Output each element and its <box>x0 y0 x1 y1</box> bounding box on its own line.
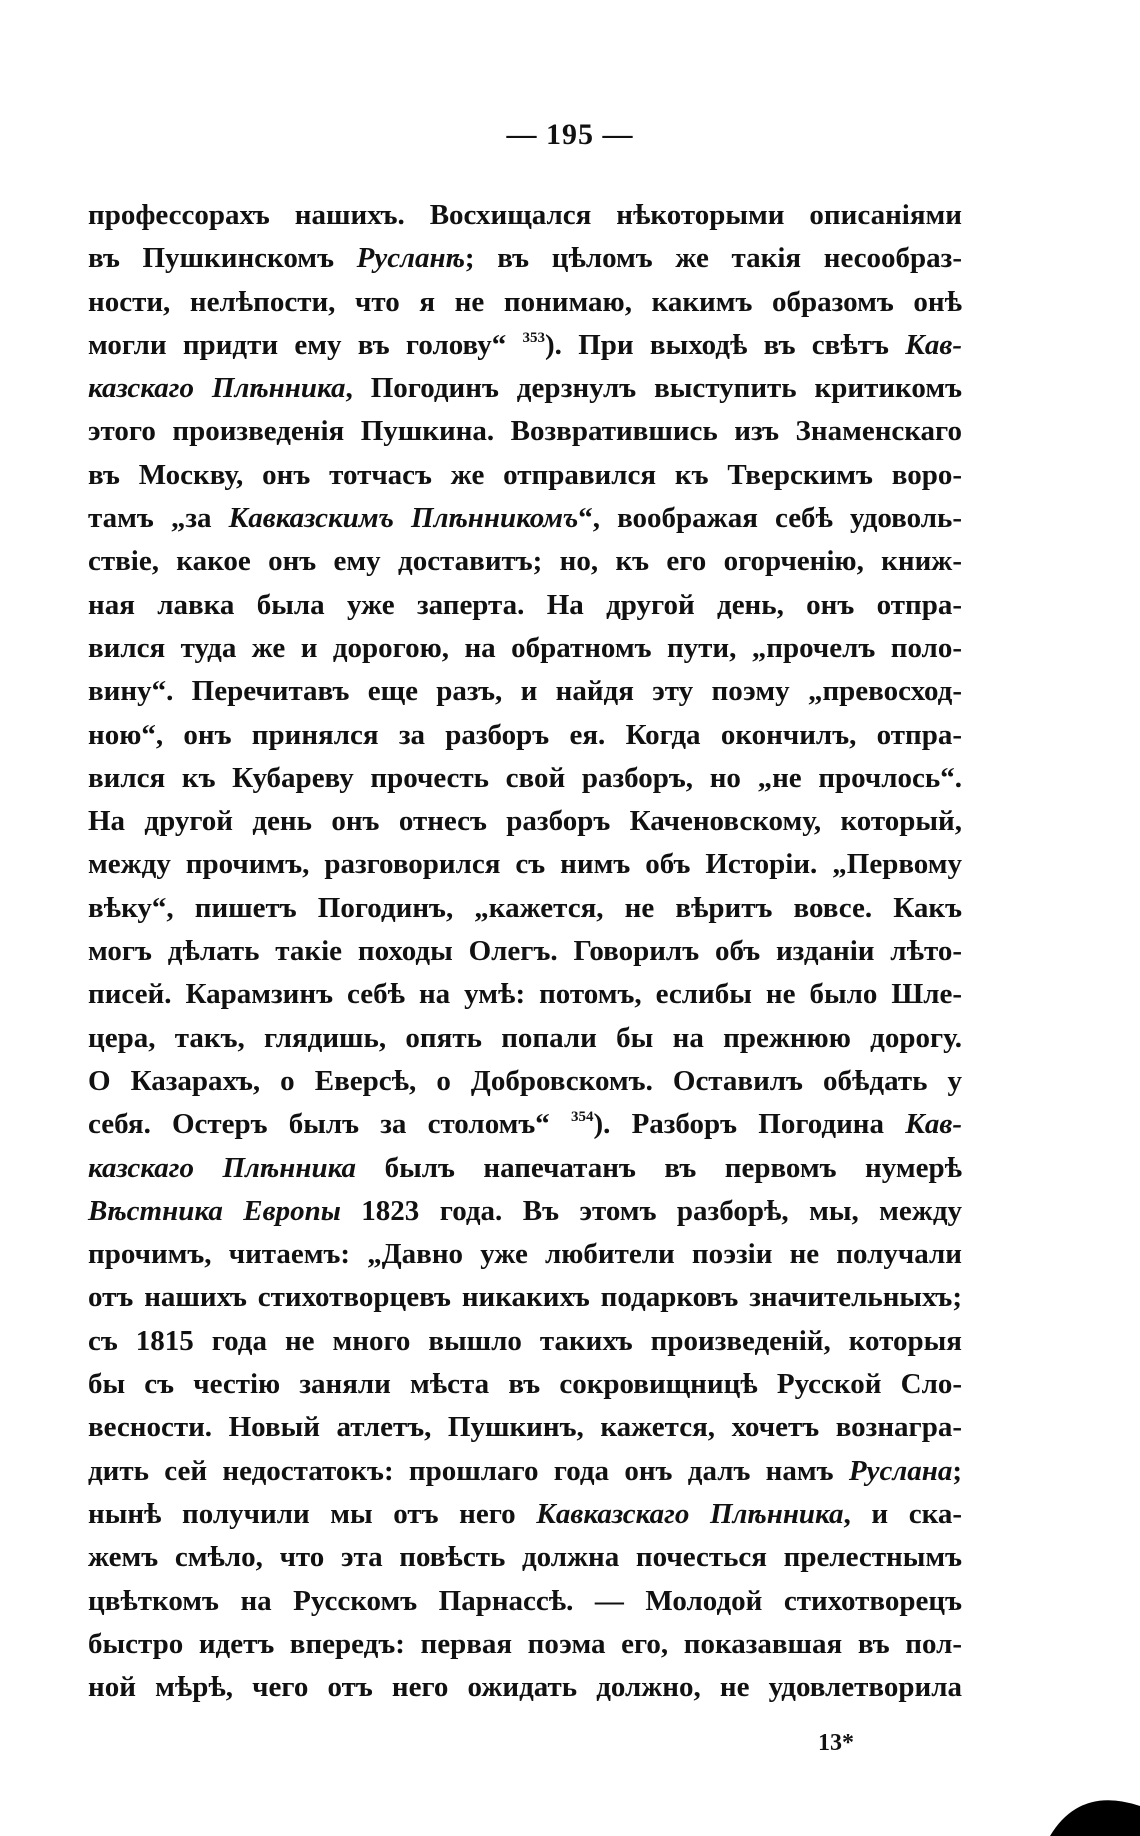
italic-title: Кавказскаго Плѣнника <box>536 1497 844 1530</box>
text-segment: цера, такъ, глядишь, опять попали бы на прежнюю дорогу. <box>88 1021 962 1054</box>
text-line <box>88 324 962 367</box>
italic-title: Кав- <box>905 328 962 361</box>
text-line <box>88 627 962 670</box>
text-line <box>88 454 962 497</box>
text-line <box>88 843 962 886</box>
text-line <box>88 714 962 757</box>
text-line <box>88 1493 962 1536</box>
italic-title: Кав- <box>905 1108 962 1141</box>
text-segment: профессорахъ нашихъ. Восхищался нѣкоторыми описаніями <box>88 199 962 231</box>
text-segment: быстро идетъ впередъ: первая поэма его, показавшая въ пол- <box>88 1627 962 1660</box>
italic-title: Кавказскимъ Плѣнникомъ <box>228 502 579 535</box>
text-line <box>88 584 962 627</box>
italic-title: Руслана <box>848 1454 953 1487</box>
text-line <box>88 1276 962 1319</box>
text-line <box>88 1320 962 1363</box>
text-segment: между прочимъ, разговорился съ нимъ объ Исторіи. „Первому <box>88 848 962 881</box>
footnote-ref: 353 <box>522 329 545 346</box>
text-line <box>88 1363 962 1406</box>
text-line <box>88 670 962 713</box>
text-line <box>88 1666 962 1709</box>
text-segment: вѣку“, пишетъ Погодинъ, „кажется, не вѣритъ вовсе. Какъ <box>88 891 962 924</box>
text-segment: себя. Остеръ былъ за столомъ“ <box>88 1108 571 1141</box>
text-segment: нынѣ получили мы отъ него <box>88 1497 537 1530</box>
text-line <box>88 1017 962 1060</box>
body-text <box>88 194 962 1709</box>
text-segment: цвѣткомъ на Русскомъ Парнассѣ. — Молодой стихотворецъ <box>88 1584 962 1617</box>
text-segment: ). При выходѣ въ свѣтъ <box>545 328 906 361</box>
text-segment: этого произведенія Пушкина. Возвратившись изъ Знаменскаго <box>88 415 962 448</box>
text-segment: “, воображая себѣ удоволь- <box>578 502 962 535</box>
text-line <box>88 1103 962 1146</box>
text-segment: въ Пушкинскомъ <box>88 242 357 275</box>
page-number: — 195 — <box>506 118 634 151</box>
text-segment: ; <box>952 1454 962 1487</box>
italic-title: казскаго Плѣнника <box>88 1151 357 1184</box>
text-line <box>88 1623 962 1666</box>
text-segment: вину“. Перечитавъ еще разъ, и найдя эту поэму „превосход- <box>88 675 962 708</box>
text-segment: вился къ Кубареву прочесть свой разборъ, но „не прочлось“. <box>88 761 962 794</box>
text-line <box>88 887 962 930</box>
text-line <box>88 1190 962 1233</box>
text-segment: О Казарахъ, о Еверсѣ, о Добровскомъ. Оставилъ обѣдать у <box>88 1064 962 1097</box>
text-segment: отъ нашихъ стихотворцевъ никакихъ подарковъ значительныхъ; <box>88 1281 962 1314</box>
text-line <box>88 973 962 1016</box>
text-line <box>88 800 962 843</box>
italic-title: Русланѣ <box>356 242 465 275</box>
text-line <box>88 1580 962 1623</box>
text-line <box>88 540 962 583</box>
text-segment: На другой день онъ отнесъ разборъ Каченовскому, который, <box>88 805 962 838</box>
page-corner-shadow <box>1020 1776 1140 1836</box>
text-segment: въ Москву, онъ тотчасъ же отправился къ Тверскимъ воро- <box>88 458 962 491</box>
text-segment: весности. Новый атлетъ, Пушкинъ, кажется, хочетъ вознагра- <box>88 1411 962 1444</box>
text-line <box>88 1536 962 1579</box>
italic-title: казскаго Плѣнника <box>88 372 346 405</box>
text-segment: ; въ цѣломъ же такія несообраз- <box>464 242 962 275</box>
text-segment: , Погодинъ дерзнулъ выступить критикомъ <box>345 372 962 405</box>
text-line <box>88 1450 962 1493</box>
text-line <box>88 1147 962 1190</box>
text-line <box>88 757 962 800</box>
text-line <box>88 1060 962 1103</box>
text-segment: могъ дѣлать такіе походы Олегъ. Говорилъ объ изданіи лѣто- <box>88 935 962 968</box>
text-line <box>88 930 962 973</box>
footnote-ref: 354 <box>570 1109 594 1126</box>
text-segment: ной мѣрѣ, чего отъ него ожидать должно, не удовлетворила <box>88 1671 962 1704</box>
text-line <box>88 281 962 324</box>
text-segment: тамъ „за <box>88 502 229 535</box>
text-segment: съ 1815 года не много вышло такихъ произведеній, которыя <box>88 1324 962 1357</box>
text-segment: 1823 года. Въ этомъ разборѣ, мы, между <box>340 1194 963 1227</box>
text-segment: жемъ смѣло, что эта повѣсть должна почесться прелестнымъ <box>88 1541 962 1574</box>
text-segment: дить сей недостатокъ: прошлаго года онъ далъ намъ <box>88 1454 849 1487</box>
text-segment: ). Разборъ Погодина <box>593 1108 906 1141</box>
text-segment: ности, нелѣпости, что я не понимаю, какимъ образомъ онѣ <box>88 285 962 318</box>
text-line <box>88 497 962 540</box>
text-line <box>88 367 962 410</box>
signature-mark: 13* <box>818 1730 854 1756</box>
text-segment: прочимъ, читаемъ: „Давно уже любители поэзіи не получали <box>88 1238 962 1271</box>
text-line <box>88 194 962 237</box>
text-segment: вился туда же и дорогою, на обратномъ пути, „прочелъ поло- <box>88 631 962 664</box>
text-segment: ствіе, какое онъ ему доставитъ; но, къ его огорченію, книж- <box>88 545 962 578</box>
text-segment: ною“, онъ принялся за разборъ ея. Когда окончилъ, отпра- <box>88 718 962 751</box>
text-segment: бы съ честію заняли мѣста въ сокровищницѣ Русской Сло- <box>88 1368 962 1401</box>
text-line <box>88 1233 962 1276</box>
text-line <box>88 410 962 453</box>
italic-title: Вѣстника Европы <box>88 1194 341 1227</box>
text-line <box>88 1406 962 1449</box>
text-segment: писей. Карамзинъ себѣ на умѣ: потомъ, еслибы не было Шле- <box>88 978 962 1011</box>
text-segment: , и ска- <box>843 1497 962 1530</box>
text-segment: ная лавка была уже заперта. На другой день, онъ отпра- <box>88 588 962 621</box>
text-line <box>88 237 962 280</box>
text-segment: могли придти ему въ голову“ <box>88 328 523 361</box>
text-segment: былъ напечатанъ въ первомъ нумерѣ <box>356 1151 962 1184</box>
